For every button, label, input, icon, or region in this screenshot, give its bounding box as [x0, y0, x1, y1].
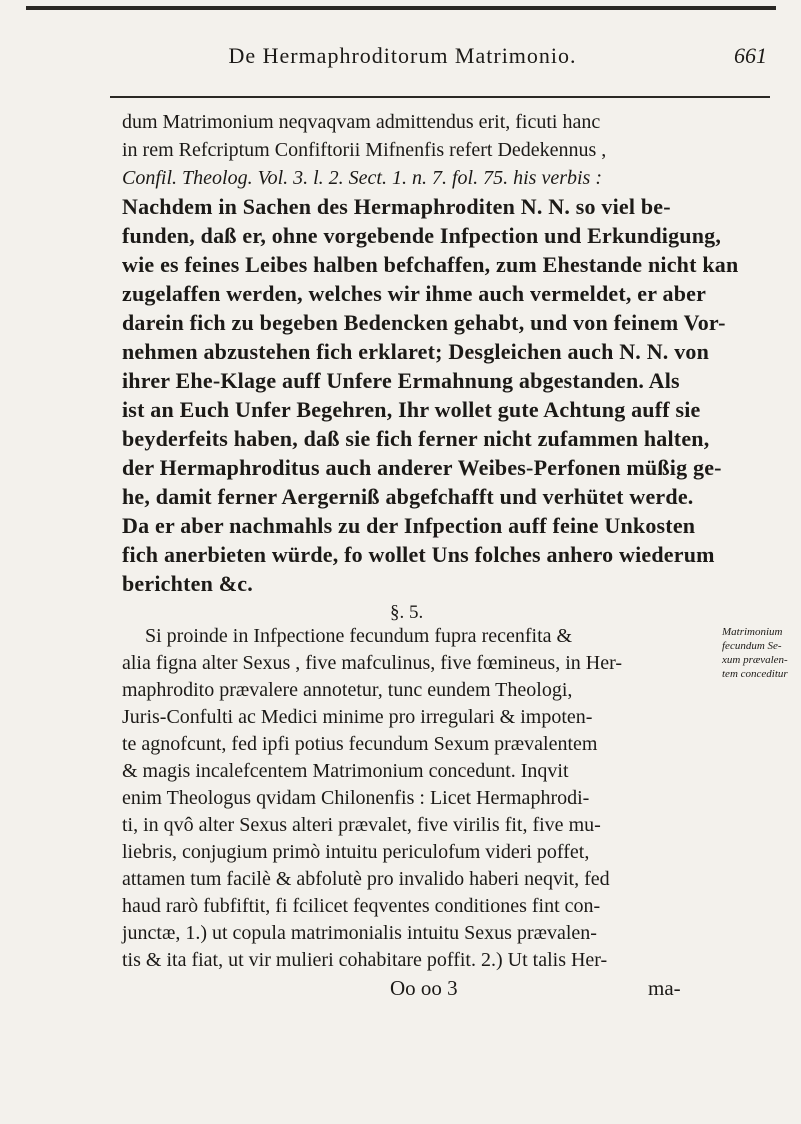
signature-mark: Oo oo 3 [390, 976, 458, 1000]
text-line: in rem Refcriptum Confiftorii Mifnenfis refert Dedekennus , [122, 139, 607, 161]
catchword: ma- [648, 976, 681, 1000]
text-line: alia figna alter Sexus , five mafculinus, five fœmineus, in Her- [122, 652, 622, 674]
text-line: Confil. Theolog. Vol. 3. l. 2. Sect. 1. n. 7. fol. 75. his verbis : [122, 167, 602, 189]
margin-note-line: fecundum Se- [722, 640, 782, 652]
text-line: ihrer Ehe-Klage auff Unfere Ermahnung abgestanden. Als [122, 368, 680, 393]
text-line: attamen tum facilè & abfolutè pro invalido haberi neqvit, fed [122, 868, 610, 890]
text-line: Nachdem in Sachen des Hermaphroditen N. N. so viel be- [122, 194, 671, 219]
text-line: Da er aber nachmahls zu der Infpection auff feine Unkosten [122, 513, 696, 538]
text-line: maphrodito prævalere annotetur, tunc eundem Theologi, [122, 679, 573, 701]
text-line: Si proinde in Infpectione fecundum fupra recenfita & [145, 625, 573, 647]
text-line: tis & ita fiat, ut vir mulieri cohabitare poffit. 2.) Ut talis Her- [122, 949, 608, 971]
text-line: nehmen abzustehen fich erklaret; Desgleichen auch N. N. von [122, 339, 710, 364]
text-line: ti, in qvô alter Sexus alteri prævalet, five virilis fit, five mu- [122, 814, 601, 836]
text-line: haud rarò fubfiftit, fi fcilicet feqventes conditiones fint con- [122, 895, 601, 917]
text-line: funden, daß er, ohne vorgebende Infpection und Erkundigung, [122, 223, 722, 248]
text-line: wie es feines Leibes halben befchaffen, zum Ehestande nicht kan [122, 252, 739, 277]
text-line: der Hermaphroditus auch anderer Weibes-Perfonen müßig ge- [122, 455, 722, 480]
margin-note-line: tem conceditur [722, 668, 788, 680]
text-line: berichten &c. [122, 571, 253, 596]
text-line: dum Matrimonium neqvaqvam admittendus erit, ficuti hanc [122, 111, 601, 133]
text-line: zugelaffen werden, welches wir ihme auch vermeldet, er aber [122, 281, 707, 306]
page-number: 661 [734, 43, 767, 68]
text-line: enim Theologus qvidam Chilonenfis : Licet Hermaphrodi- [122, 787, 590, 809]
margin-note-line: Matrimonium [722, 626, 783, 638]
text-line: he, damit ferner Aergerniß abgefchafft und verhütet werde. [122, 484, 694, 509]
margin-note-line: xum prævalen- [722, 654, 788, 666]
top-border-rule [26, 6, 776, 10]
text-line: beyderfeits haben, daß sie fich ferner nicht zufammen halten, [122, 426, 710, 451]
section-heading: §. 5. [390, 602, 424, 623]
text-line: & magis incalefcentem Matrimonium concedunt. Inqvit [122, 760, 569, 782]
text-line: liebris, conjugium primò intuitu periculofum videri poffet, [122, 841, 590, 863]
text-line: darein fich zu begeben Bedencken gehabt, und von feinem Vor- [122, 310, 726, 335]
running-header [30, 40, 775, 74]
text-line: fich anerbieten würde, fo wollet Uns folches anhero wiederum [122, 542, 715, 567]
running-title: De Hermaphroditorum Matrimonio. [228, 43, 577, 68]
text-line: Juris-Confulti ac Medici minime pro irregulari & impoten- [122, 706, 593, 728]
text-line: ist an Euch Unfer Begehren, Ihr wollet gute Achtung auff sie [122, 397, 701, 422]
header-rule [110, 96, 770, 98]
text-line: junctæ, 1.) ut copula matrimonialis intuitu Sexus prævalen- [122, 922, 597, 944]
text-line: te agnofcunt, fed ipfi potius fecundum Sexum prævalentem [122, 733, 598, 755]
